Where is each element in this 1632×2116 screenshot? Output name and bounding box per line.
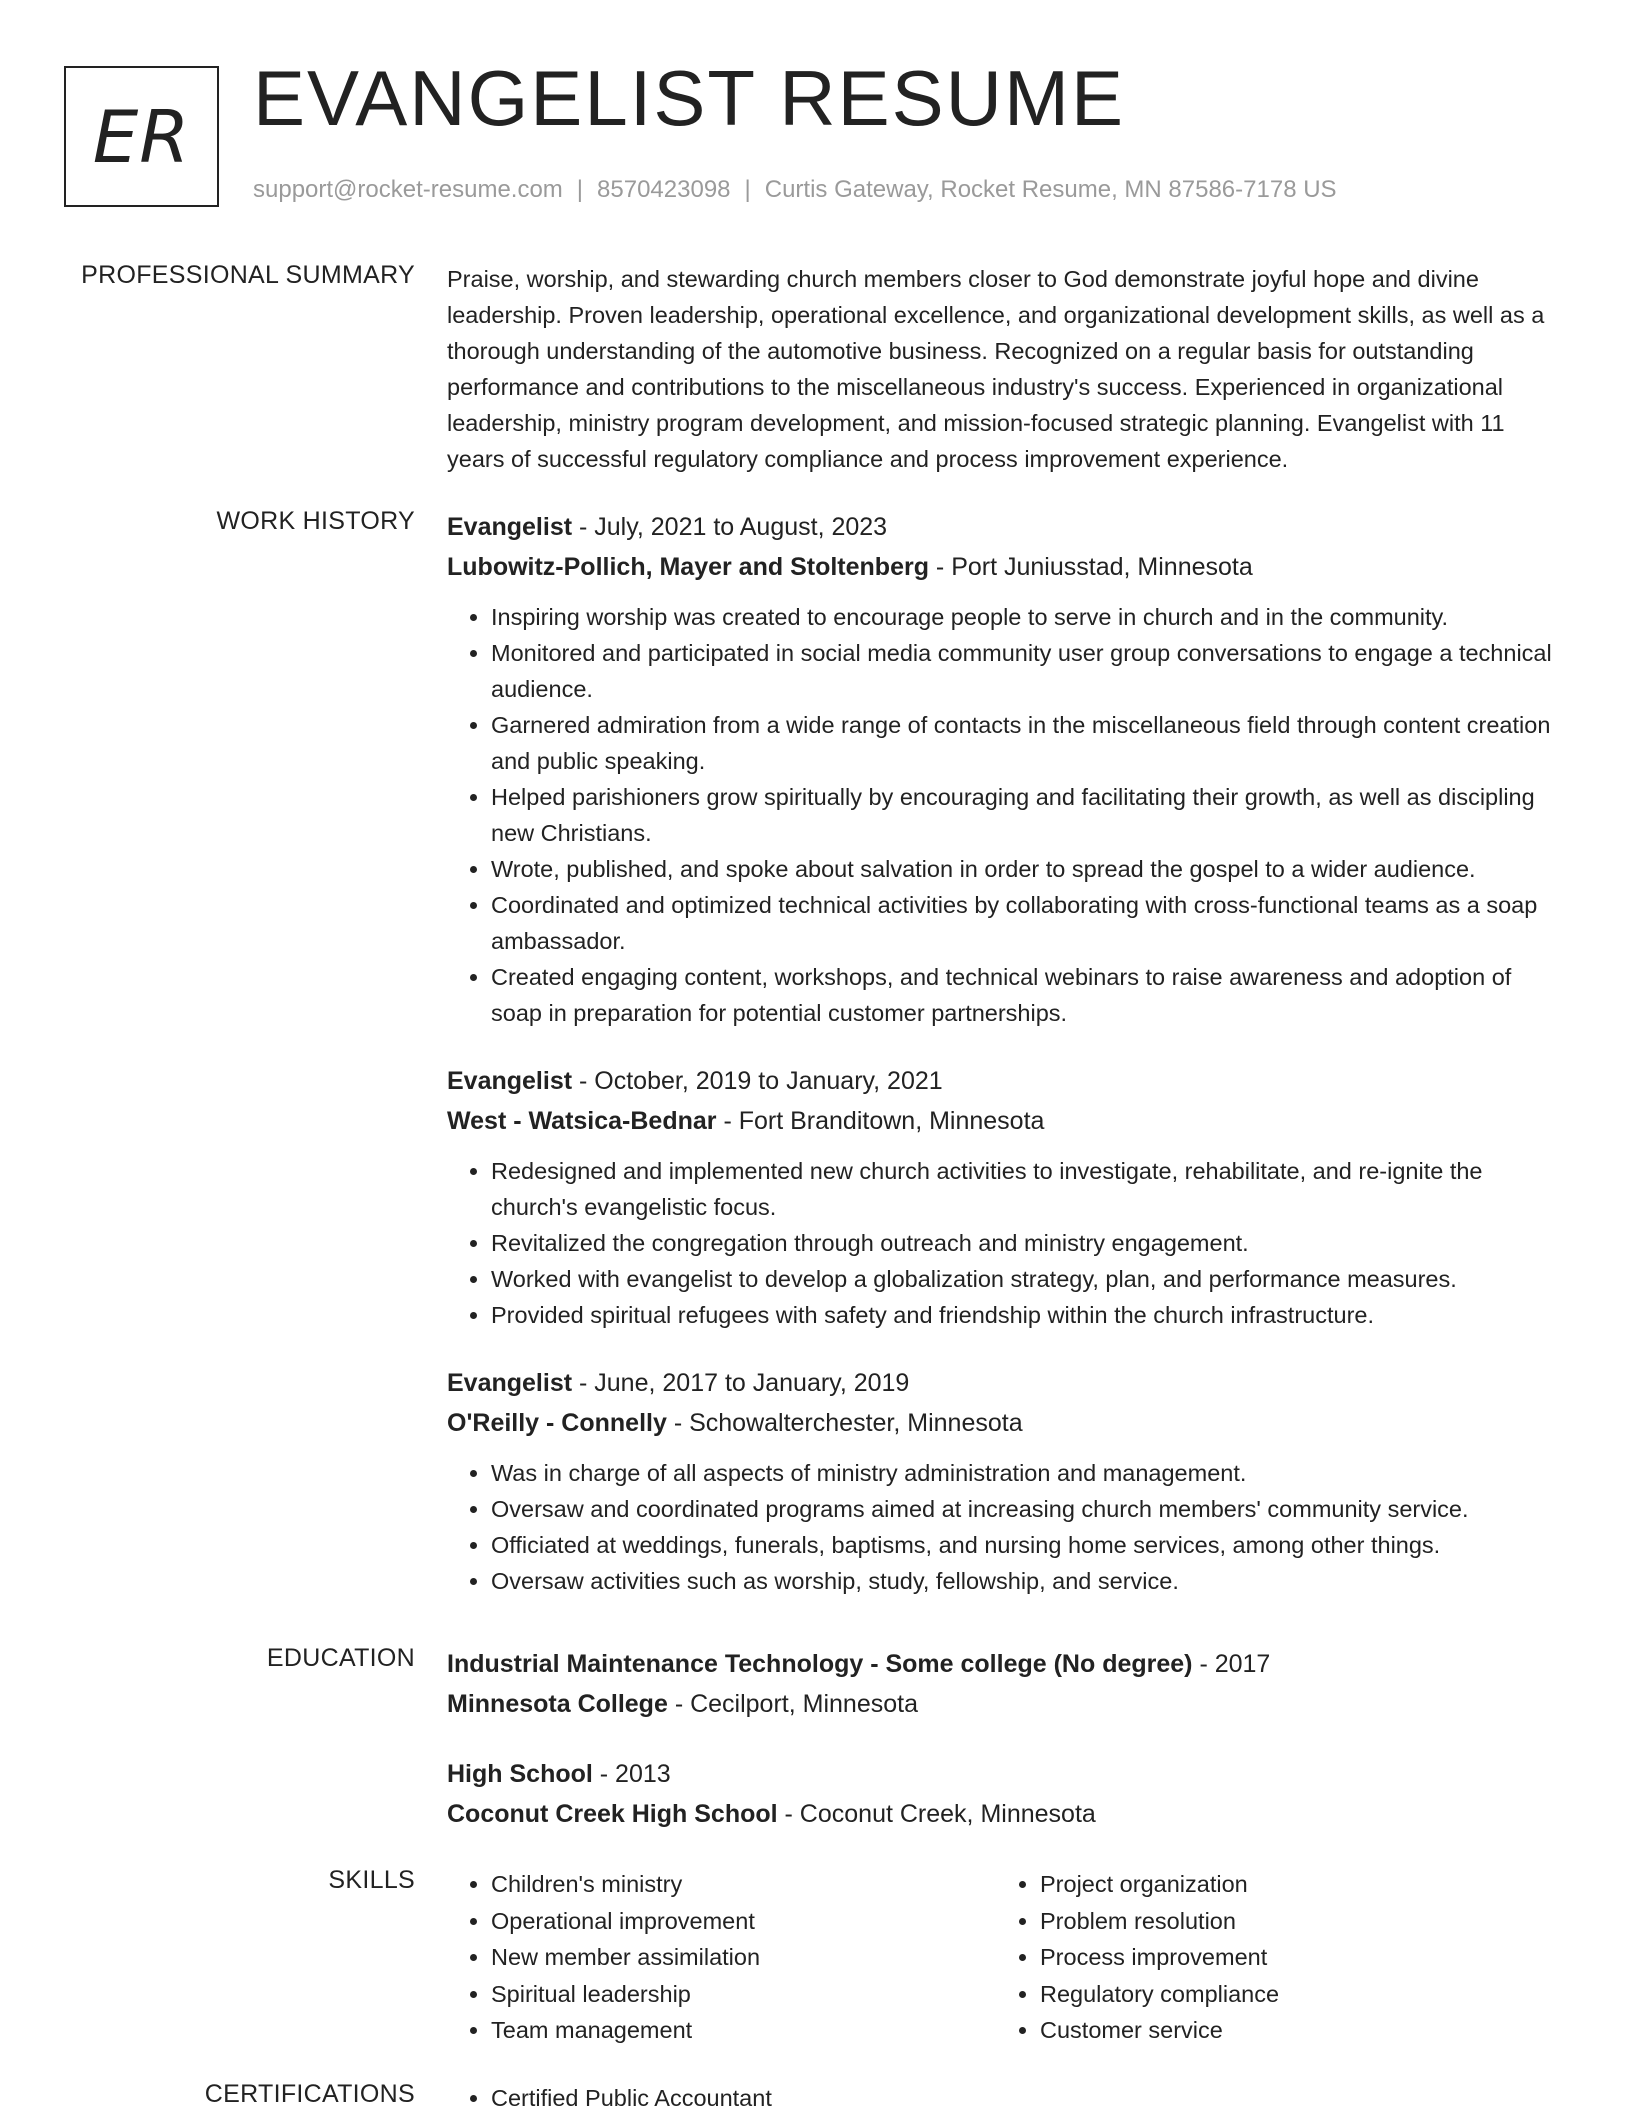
job-company-line (447, 1101, 1557, 1141)
job-company-line (447, 1403, 1557, 1443)
section-body (447, 507, 1557, 1629)
education-degree-line (447, 1644, 1557, 1684)
skills-column-left (447, 1866, 996, 2049)
contact-separator: | (744, 176, 751, 203)
contact-address: Curtis Gateway, Rocket Resume, MN 87586-7178 US (764, 176, 1337, 203)
skills-grid (447, 1866, 1557, 2049)
job-title-line (447, 1363, 1557, 1403)
job-entry (447, 1061, 1557, 1333)
list-item: • Children's ministry (491, 1866, 996, 1903)
job-entry (447, 1363, 1557, 1599)
skills-column-right (996, 1866, 1545, 2049)
monogram-box (64, 66, 219, 207)
education-school: Coconut Creek High School (447, 1800, 778, 1828)
job-location: - Fort Branditown, Minnesota (716, 1107, 1045, 1135)
education-school-line (447, 1794, 1557, 1834)
list-item: • New member assimilation (491, 1939, 996, 1976)
job-title: Evangelist (447, 1369, 573, 1397)
education-degree: Industrial Maintenance Technology - Some college (No degree) (447, 1650, 1193, 1678)
list-item: • Garnered admiration from a wide range of contacts in the miscellaneous field through content creation and public speaking. (491, 707, 1557, 779)
contact-email: support@rocket-resume.com (253, 176, 563, 203)
job-entry (447, 507, 1557, 1031)
monogram-initials: ER (92, 94, 191, 179)
list-item: • Operational improvement (491, 1903, 996, 1940)
job-bullets (447, 1455, 1557, 1599)
section-label: SKILLS (328, 1866, 415, 1894)
job-title: Evangelist (447, 1067, 573, 1095)
education-entry (447, 1644, 1557, 1724)
education-degree: High School (447, 1760, 593, 1788)
list-item: • Created engaging content, workshops, and technical webinars to raise awareness and adoption of soap in preparation for potential customer partnerships. (491, 959, 1557, 1031)
job-bullets (447, 599, 1557, 1031)
section-body (447, 1866, 1557, 2049)
list-item: • Officiated at weddings, funerals, baptisms, and nursing home services, among other things. (491, 1527, 1557, 1563)
list-item: • Regulatory compliance (1040, 1976, 1545, 2013)
job-title: Evangelist (447, 513, 573, 541)
job-company: West - Watsica-Bednar (447, 1107, 717, 1135)
list-item: • Inspiring worship was created to encourage people to serve in church and in the community. (491, 599, 1557, 635)
list-item: • Worked with evangelist to develop a globalization strategy, plan, and performance measures. (491, 1261, 1557, 1297)
list-item: • Problem resolution (1040, 1903, 1545, 1940)
list-item: • Was in charge of all aspects of ministry administration and management. (491, 1455, 1557, 1491)
certifications-list (447, 2080, 1557, 2116)
list-item: • Team management (491, 2012, 996, 2049)
list-item: • Project organization (1040, 1866, 1545, 1903)
job-company: O'Reilly - Connelly (447, 1409, 667, 1437)
list-item: • Oversaw activities such as worship, study, fellowship, and service. (491, 1563, 1557, 1599)
education-degree-line (447, 1754, 1557, 1794)
job-dates: - June, 2017 to January, 2019 (572, 1369, 910, 1397)
list-item: • Customer service (1040, 2012, 1545, 2049)
section-body (447, 1644, 1557, 1864)
list-item: • Spiritual leadership (491, 1976, 996, 2013)
education-school-line (447, 1684, 1557, 1724)
section-label: CERTIFICATIONS (204, 2080, 415, 2108)
job-location: - Schowalterchester, Minnesota (666, 1409, 1023, 1437)
list-item: • Coordinated and optimized technical activities by collaborating with cross-functional teams as a soap ambassador. (491, 887, 1557, 959)
list-item: • Monitored and participated in social media community user group conversations to engage a technical audience. (491, 635, 1557, 707)
list-item: • Oversaw and coordinated programs aimed at increasing church members' community service. (491, 1491, 1557, 1527)
list-item: • Revitalized the congregation through outreach and ministry engagement. (491, 1225, 1557, 1261)
job-location: - Port Juniusstad, Minnesota (928, 553, 1253, 581)
job-title-line (447, 507, 1557, 547)
resume-title: EVANGELIST RESUME (253, 54, 1126, 142)
contact-separator: | (576, 176, 584, 203)
job-company-line (447, 547, 1557, 587)
education-location: - Coconut Creek, Minnesota (777, 1800, 1096, 1828)
section-body (447, 261, 1557, 477)
job-title-line (447, 1061, 1557, 1101)
section-label: WORK HISTORY (216, 507, 415, 535)
education-school: Minnesota College (447, 1690, 668, 1718)
section-label: PROFESSIONAL SUMMARY (81, 261, 415, 289)
list-item: • Helped parishioners grow spiritually by encouraging and facilitating their growth, as well as discipling new Christians. (491, 779, 1557, 851)
section-label: EDUCATION (266, 1644, 415, 1672)
job-bullets (447, 1153, 1557, 1333)
job-dates: - July, 2021 to August, 2023 (572, 513, 888, 541)
job-dates: - October, 2019 to January, 2021 (572, 1067, 943, 1095)
education-location: - Cecilport, Minnesota (667, 1690, 918, 1718)
list-item: • Redesigned and implemented new church activities to investigate, rehabilitate, and re-ignite the church's evangelistic focus. (491, 1153, 1557, 1225)
contact-line (253, 176, 1337, 204)
list-item: • Certified Public Accountant (491, 2080, 1557, 2116)
education-year: - 2013 (592, 1760, 671, 1788)
list-item: • Process improvement (1040, 1939, 1545, 1976)
list-item: • Wrote, published, and spoke about salvation in order to spread the gospel to a wider audience. (491, 851, 1557, 887)
list-item: • Provided spiritual refugees with safety and friendship within the church infrastructure. (491, 1297, 1557, 1333)
job-company: Lubowitz-Pollich, Mayer and Stoltenberg (447, 553, 929, 581)
section-body (447, 2080, 1557, 2116)
education-entry (447, 1754, 1557, 1834)
contact-phone: 8570423098 (597, 176, 731, 203)
summary-text: Praise, worship, and stewarding church members closer to God demonstrate joyful hope and divine leadership. Proven leadership, operational excellence, and organizational development skills, as well as a thorough understanding of the automotive business. Recognized on a regular basis for outstanding performance and contributions to the miscellaneous industry's success. Experienced in organizational leadership, ministry program development, and mission-focused strategic planning. Evangelist with 11 years of successful regulatory compliance and process improvement experience. (447, 266, 1545, 472)
education-year: - 2017 (1192, 1650, 1271, 1678)
